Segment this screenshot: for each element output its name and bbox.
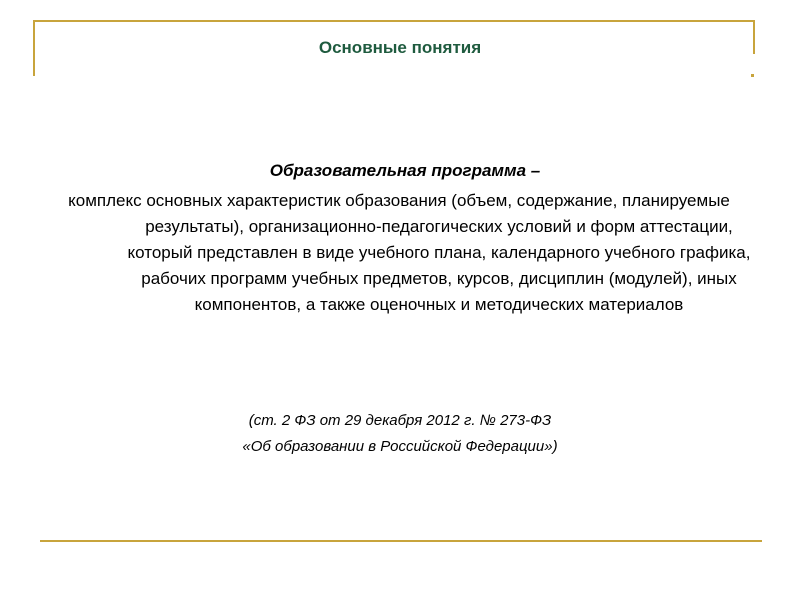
top-decorative-line (33, 20, 755, 22)
legal-source (0, 408, 800, 460)
term-heading: Образовательная программа – (269, 161, 541, 180)
bottom-decorative-line (40, 540, 762, 542)
definition-block (40, 160, 770, 318)
decorative-dot (751, 74, 754, 77)
slide-title: Основные понятия (318, 38, 482, 57)
source-line-2: «Об образовании в Российской Федерации») (242, 438, 558, 455)
definition-text: комплекс основных характеристик образования (объем, содержание, планируемые результаты), организационно-педагогических условий и форм аттестации, который представлен в виде учебного плана, календарного учебного графика, рабочих программ учебных предметов, курсов, дисциплин (модулей), иных компонентов, а также оценочных и методических материалов (68, 191, 751, 314)
source-line-1: (ст. 2 ФЗ от 29 декабря 2012 г. № 273-ФЗ (248, 412, 552, 429)
